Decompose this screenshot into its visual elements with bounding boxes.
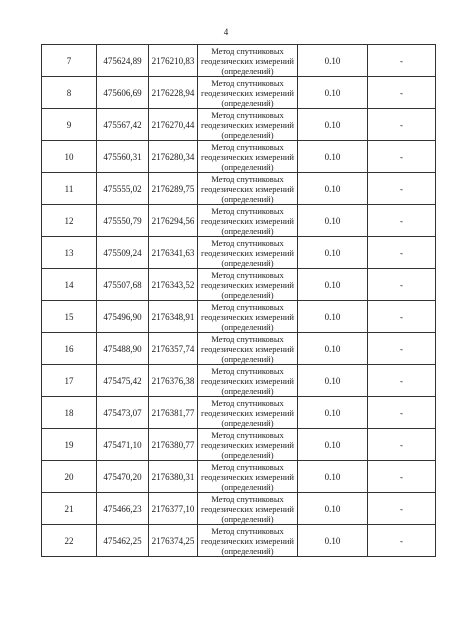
y-coordinate-cell: 2176341,63 [149, 237, 198, 269]
note-cell: - [368, 205, 436, 237]
point-number-cell: 8 [42, 77, 97, 109]
point-number-cell: 9 [42, 109, 97, 141]
point-number-cell: 12 [42, 205, 97, 237]
method-cell: Метод спутниковых геодезических измерений (определений) [198, 493, 298, 525]
method-cell: Метод спутниковых геодезических измерений (определений) [198, 461, 298, 493]
note-cell: - [368, 525, 436, 557]
y-coordinate-cell: 2176348,91 [149, 301, 198, 333]
point-number-cell: 10 [42, 141, 97, 173]
accuracy-cell: 0.10 [298, 237, 368, 269]
point-number-cell: 22 [42, 525, 97, 557]
table-row [42, 365, 436, 397]
x-coordinate-cell: 475470,20 [97, 461, 149, 493]
accuracy-cell: 0.10 [298, 77, 368, 109]
accuracy-cell: 0.10 [298, 301, 368, 333]
note-cell: - [368, 397, 436, 429]
table-row [42, 429, 436, 461]
y-coordinate-cell: 2176381,77 [149, 397, 198, 429]
point-number-cell: 15 [42, 301, 97, 333]
table-row [42, 205, 436, 237]
method-cell: Метод спутниковых геодезических измерений (определений) [198, 301, 298, 333]
accuracy-cell: 0.10 [298, 173, 368, 205]
accuracy-cell: 0.10 [298, 205, 368, 237]
point-number-cell: 11 [42, 173, 97, 205]
point-number-cell: 7 [42, 45, 97, 77]
method-cell: Метод спутниковых геодезических измерений (определений) [198, 237, 298, 269]
method-cell: Метод спутниковых геодезических измерений (определений) [198, 77, 298, 109]
accuracy-cell: 0.10 [298, 45, 368, 77]
note-cell: - [368, 429, 436, 461]
method-cell: Метод спутниковых геодезических измерений (определений) [198, 365, 298, 397]
accuracy-cell: 0.10 [298, 269, 368, 301]
page-number: 4 [223, 27, 229, 37]
note-cell: - [368, 109, 436, 141]
accuracy-cell: 0.10 [298, 397, 368, 429]
table-row [42, 109, 436, 141]
accuracy-cell: 0.10 [298, 493, 368, 525]
accuracy-cell: 0.10 [298, 525, 368, 557]
coordinates-table-body [42, 45, 436, 557]
x-coordinate-cell: 475488,90 [97, 333, 149, 365]
note-cell: - [368, 269, 436, 301]
method-cell: Метод спутниковых геодезических измерений (определений) [198, 173, 298, 205]
x-coordinate-cell: 475624,89 [97, 45, 149, 77]
method-cell: Метод спутниковых геодезических измерений (определений) [198, 397, 298, 429]
note-cell: - [368, 365, 436, 397]
x-coordinate-cell: 475471,10 [97, 429, 149, 461]
method-cell: Метод спутниковых геодезических измерений (определений) [198, 45, 298, 77]
x-coordinate-cell: 475606,69 [97, 77, 149, 109]
method-cell: Метод спутниковых геодезических измерений (определений) [198, 525, 298, 557]
point-number-cell: 18 [42, 397, 97, 429]
y-coordinate-cell: 2176377,10 [149, 493, 198, 525]
y-coordinate-cell: 2176357,74 [149, 333, 198, 365]
table-row [42, 525, 436, 557]
point-number-cell: 20 [42, 461, 97, 493]
y-coordinate-cell: 2176374,25 [149, 525, 198, 557]
table-row [42, 461, 436, 493]
x-coordinate-cell: 475567,42 [97, 109, 149, 141]
note-cell: - [368, 333, 436, 365]
point-number-cell: 19 [42, 429, 97, 461]
point-number-cell: 13 [42, 237, 97, 269]
table-row [42, 45, 436, 77]
point-number-cell: 21 [42, 493, 97, 525]
method-cell: Метод спутниковых геодезических измерений (определений) [198, 333, 298, 365]
x-coordinate-cell: 475473,07 [97, 397, 149, 429]
method-cell: Метод спутниковых геодезических измерений (определений) [198, 205, 298, 237]
x-coordinate-cell: 475555,02 [97, 173, 149, 205]
y-coordinate-cell: 2176270,44 [149, 109, 198, 141]
y-coordinate-cell: 2176228,94 [149, 77, 198, 109]
table-row [42, 397, 436, 429]
accuracy-cell: 0.10 [298, 365, 368, 397]
x-coordinate-cell: 475560,31 [97, 141, 149, 173]
y-coordinate-cell: 2176380,77 [149, 429, 198, 461]
point-number-cell: 14 [42, 269, 97, 301]
x-coordinate-cell: 475509,24 [97, 237, 149, 269]
table-row [42, 493, 436, 525]
y-coordinate-cell: 2176294,56 [149, 205, 198, 237]
x-coordinate-cell: 475466,23 [97, 493, 149, 525]
accuracy-cell: 0.10 [298, 141, 368, 173]
accuracy-cell: 0.10 [298, 333, 368, 365]
x-coordinate-cell: 475462,25 [97, 525, 149, 557]
method-cell: Метод спутниковых геодезических измерений (определений) [198, 269, 298, 301]
y-coordinate-cell: 2176289,75 [149, 173, 198, 205]
note-cell: - [368, 45, 436, 77]
accuracy-cell: 0.10 [298, 429, 368, 461]
note-cell: - [368, 237, 436, 269]
y-coordinate-cell: 2176376,38 [149, 365, 198, 397]
method-cell: Метод спутниковых геодезических измерений (определений) [198, 429, 298, 461]
table-row [42, 141, 436, 173]
point-number-cell: 17 [42, 365, 97, 397]
note-cell: - [368, 77, 436, 109]
accuracy-cell: 0.10 [298, 461, 368, 493]
method-cell: Метод спутниковых геодезических измерений (определений) [198, 141, 298, 173]
x-coordinate-cell: 475507,68 [97, 269, 149, 301]
x-coordinate-cell: 475475,42 [97, 365, 149, 397]
y-coordinate-cell: 2176380,31 [149, 461, 198, 493]
note-cell: - [368, 141, 436, 173]
table-row [42, 237, 436, 269]
table-row [42, 269, 436, 301]
y-coordinate-cell: 2176343,52 [149, 269, 198, 301]
point-number-cell: 16 [42, 333, 97, 365]
table-row [42, 301, 436, 333]
note-cell: - [368, 173, 436, 205]
table-row [42, 173, 436, 205]
coordinates-table [41, 44, 436, 557]
x-coordinate-cell: 475496,90 [97, 301, 149, 333]
note-cell: - [368, 493, 436, 525]
table-row [42, 77, 436, 109]
accuracy-cell: 0.10 [298, 109, 368, 141]
table-row [42, 333, 436, 365]
y-coordinate-cell: 2176280,34 [149, 141, 198, 173]
y-coordinate-cell: 2176210,83 [149, 45, 198, 77]
x-coordinate-cell: 475550,79 [97, 205, 149, 237]
note-cell: - [368, 301, 436, 333]
method-cell: Метод спутниковых геодезических измерений (определений) [198, 109, 298, 141]
note-cell: - [368, 461, 436, 493]
